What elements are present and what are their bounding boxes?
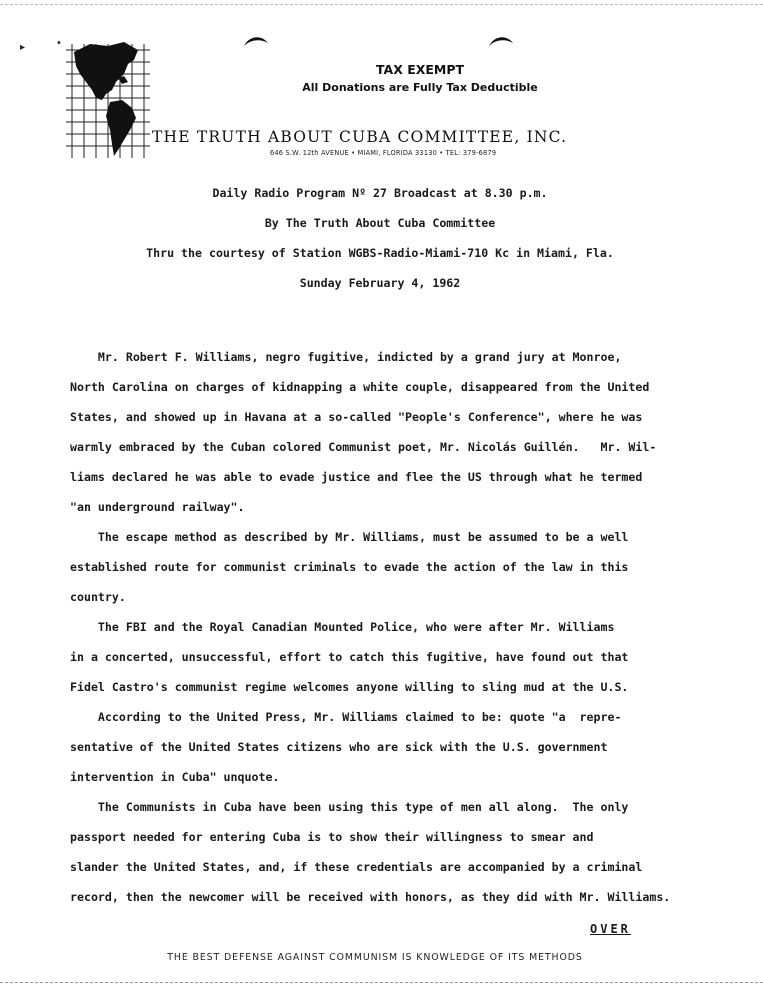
margin-dot-mark: • (56, 38, 62, 49)
body-line: established route for communist criminals to evade the action of the law in this (70, 560, 629, 574)
body-line: record, then the newcomer will be received with honors, as they did with Mr. Williams. (70, 890, 671, 904)
body-line: The Communists in Cuba have been using this type of men all along. The only (70, 800, 629, 814)
body-line: Mr. Robert F. Williams, negro fugitive, indicted by a grand jury at Monroe, (70, 350, 622, 364)
committee-name: THE TRUTH ABOUT CUBA COMMITTEE, INC. (152, 128, 568, 146)
top-dashed-border (0, 4, 763, 5)
donations-subheading: All Donations are Fully Tax Deductible (302, 81, 538, 94)
footer-slogan: THE BEST DEFENSE AGAINST COMMUNISM IS KNOWLEDGE OF ITS METHODS (167, 952, 583, 963)
body-line: country. (70, 590, 126, 604)
body-line: States, and showed up in Havana at a so-called "People's Conference", where he was (70, 410, 643, 424)
program-title-line: Daily Radio Program Nº 27 Broadcast at 8.30 p.m. (212, 186, 548, 200)
body-line: Fidel Castro's communist regime welcomes anyone willing to sling mud at the U.S. (70, 680, 629, 694)
body-line: warmly embraced by the Cuban colored Communist poet, Mr. Nicolás Guillén. Mr. Wil- (70, 440, 657, 454)
tax-exempt-heading: TAX EXEMPT (375, 62, 465, 77)
body-line: sentative of the United States citizens who are sick with the U.S. government (70, 740, 608, 754)
bottom-dashed-border (0, 982, 763, 983)
over-page-indicator: OVER (590, 922, 631, 936)
body-line: North Carolina on charges of kidnapping a white couple, disappeared from the United (70, 380, 650, 394)
byline: By The Truth About Cuba Committee (264, 216, 496, 230)
body-line: According to the United Press, Mr. Williams claimed to be: quote "a repre- (70, 710, 622, 724)
broadcast-date: Sunday February 4, 1962 (299, 276, 461, 290)
body-line: "an underground railway". (70, 500, 245, 514)
body-line: slander the United States, and, if these credentials are accompanied by a criminal (70, 860, 643, 874)
committee-address: 646 S.W. 12th AVENUE • MIAMI, FLORIDA 33130 • TEL: 379-6879 (270, 149, 497, 157)
hemisphere-grid-logo (58, 38, 154, 162)
left-swoosh-icon (243, 34, 269, 48)
right-swoosh-icon (488, 34, 514, 48)
station-credit-line: Thru the courtesy of Station WGBS-Radio-Miami-710 Kc in Miami, Fla. (146, 246, 614, 260)
body-line: The escape method as described by Mr. Williams, must be assumed to be a well (70, 530, 629, 544)
body-line: in a concerted, unsuccessful, effort to catch this fugitive, have found out that (70, 650, 629, 664)
body-line: The FBI and the Royal Canadian Mounted Police, who were after Mr. Williams (70, 620, 615, 634)
body-line: liams declared he was able to evade justice and flee the US through what he termed (70, 470, 643, 484)
body-line: passport needed for entering Cuba is to show their willingness to smear and (70, 830, 594, 844)
body-line: intervention in Cuba" unquote. (70, 770, 280, 784)
margin-arrow-mark: ▸ (20, 42, 26, 53)
